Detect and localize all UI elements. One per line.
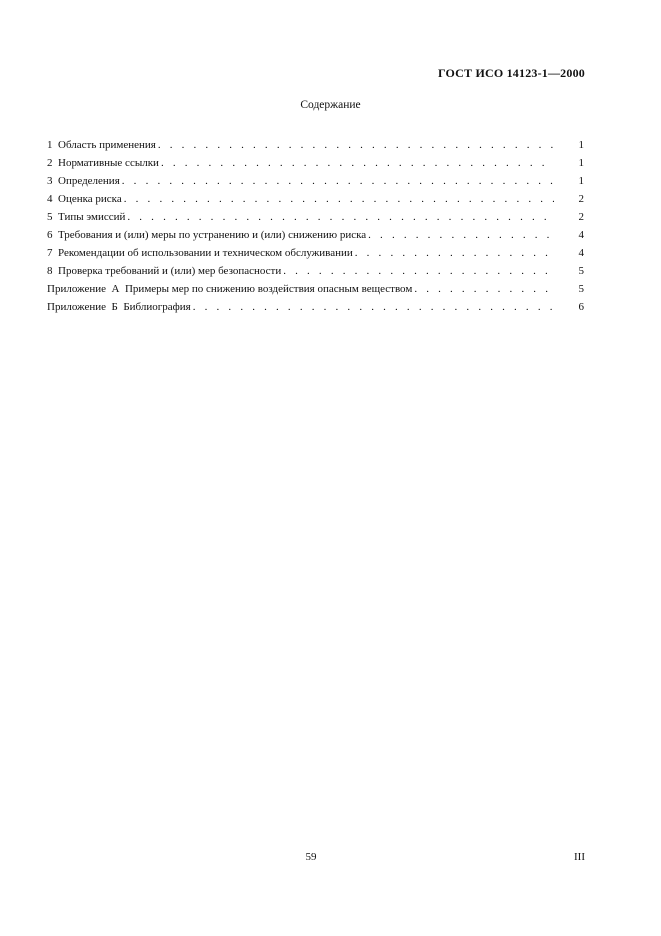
toc-entry-page: 5 <box>578 283 584 295</box>
toc-entry-label: Приложение Б Библиография <box>47 301 191 313</box>
toc-leader-dots <box>161 154 554 172</box>
toc-entry-label: 6 Требования и (или) меры по устранению и (или) снижению риска <box>47 229 367 241</box>
toc-entry-label: 4 Оценка риска <box>47 193 122 205</box>
toc-leader-dots <box>124 190 554 208</box>
toc-entry-page: 5 <box>578 265 584 277</box>
toc-entry[interactable] <box>47 280 584 298</box>
toc-entry[interactable] <box>47 262 584 280</box>
roman-page-number: III <box>574 851 585 863</box>
toc-leader-dots <box>127 208 554 226</box>
toc-leader-dots <box>283 262 554 280</box>
toc-entry-page: 1 <box>578 139 584 151</box>
toc-entry-page: 4 <box>578 247 584 259</box>
toc-entry-label: Приложение А Примеры мер по снижению воздействия опасным веществом <box>47 283 413 295</box>
toc-leader-dots <box>122 172 554 190</box>
toc-leader-dots <box>414 280 554 298</box>
toc-leader-dots <box>368 226 554 244</box>
toc-entry-label: 5 Типы эмиссий <box>47 211 126 223</box>
toc-entry-page: 6 <box>578 301 584 313</box>
toc-title: Содержание <box>300 99 361 111</box>
toc-entry[interactable] <box>47 172 584 190</box>
toc-leader-dots <box>193 298 554 316</box>
document-id: ГОСТ ИСО 14123-1—2000 <box>437 66 585 80</box>
toc-entry[interactable] <box>47 244 584 262</box>
toc-entry[interactable] <box>47 154 584 172</box>
toc-entry-page: 2 <box>578 193 584 205</box>
toc-entry-page: 1 <box>578 157 584 169</box>
toc-entry[interactable] <box>47 190 584 208</box>
toc-entry-label: 7 Рекомендации об использовании и техническом обслуживании <box>47 247 353 259</box>
toc-entry[interactable] <box>47 298 584 316</box>
toc-entry-label: 8 Проверка требований и (или) мер безопасности <box>47 265 282 277</box>
toc-entry-label: 1 Область применения <box>47 139 156 151</box>
toc-entry[interactable] <box>47 136 584 154</box>
table-of-contents <box>47 136 584 316</box>
toc-entry-label: 2 Нормативные ссылки <box>47 157 159 169</box>
toc-entry-page: 1 <box>578 175 584 187</box>
page-number: 59 <box>305 851 317 863</box>
toc-entry[interactable] <box>47 208 584 226</box>
toc-entry-label: 3 Определения <box>47 175 120 187</box>
toc-leader-dots <box>158 136 554 154</box>
toc-leader-dots <box>355 244 554 262</box>
toc-entry[interactable] <box>47 226 584 244</box>
toc-entry-page: 2 <box>578 211 584 223</box>
toc-entry-page: 4 <box>578 229 584 241</box>
